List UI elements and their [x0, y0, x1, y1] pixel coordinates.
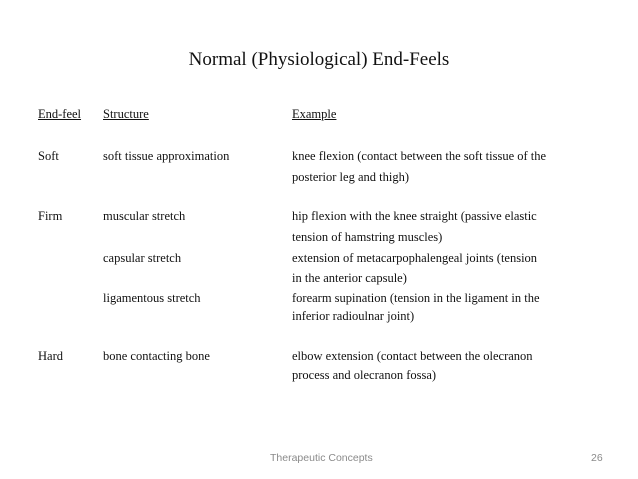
page-number: 26	[591, 452, 603, 464]
example-line: knee flexion (contact between the soft tissue of the	[292, 149, 547, 163]
footer-text: Therapeutic Concepts	[270, 452, 373, 464]
example-line: posterior leg and thigh)	[292, 170, 409, 184]
structure-cell: muscular stretch	[103, 209, 186, 223]
header-structure: Structure	[103, 107, 149, 121]
endfeel-cell: Hard	[38, 349, 63, 363]
example-line: extension of metacarpophalengeal joints (tension	[292, 251, 538, 265]
example-line: inferior radioulnar joint)	[292, 309, 415, 323]
example-line: elbow extension (contact between the olecranon	[292, 349, 533, 363]
header-example: Example	[292, 107, 337, 121]
structure-cell: bone contacting bone	[103, 349, 210, 363]
page-title: Normal (Physiological) End-Feels	[188, 49, 450, 70]
structure-cell: soft tissue approximation	[103, 149, 230, 163]
example-line: hip flexion with the knee straight (passive elastic	[292, 209, 537, 223]
example-line: process and olecranon fossa)	[292, 368, 437, 382]
structure-cell: ligamentous stretch	[103, 291, 201, 305]
endfeel-cell: Soft	[38, 149, 59, 163]
example-line: forearm supination (tension in the ligament in the	[292, 291, 540, 305]
example-line: tension of hamstring muscles)	[292, 230, 443, 244]
example-line: in the anterior capsule)	[292, 271, 407, 285]
structure-cell: capsular stretch	[103, 251, 182, 265]
endfeel-cell: Firm	[38, 209, 63, 223]
header-endfeel: End-feel	[38, 107, 82, 121]
